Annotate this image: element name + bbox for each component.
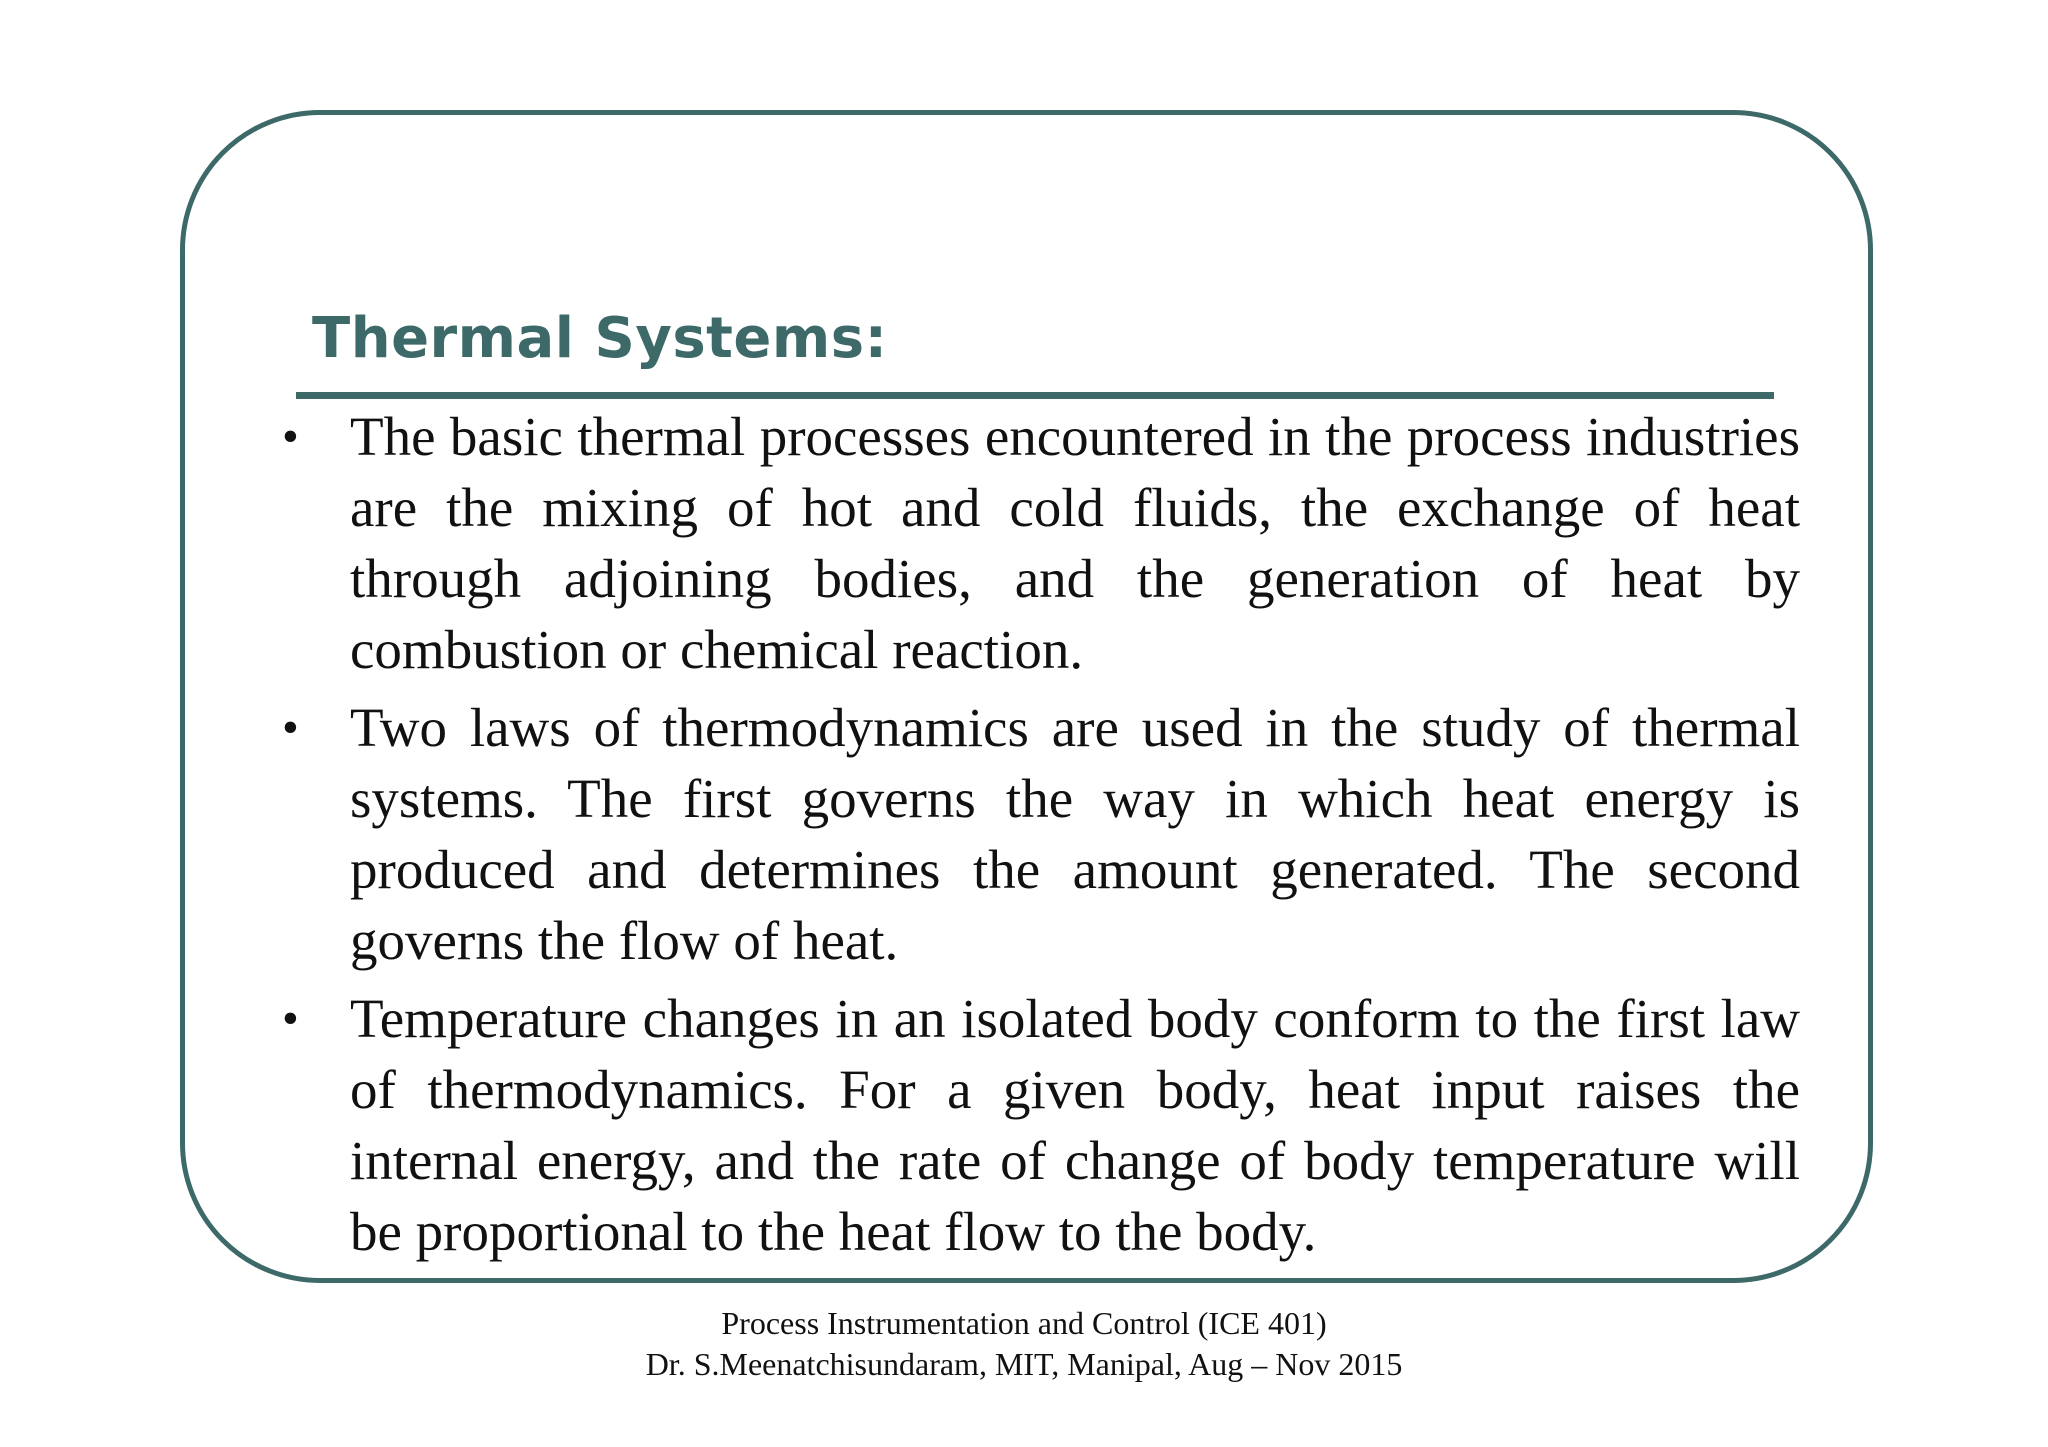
title-underline: [296, 392, 1774, 399]
bullet-item: [270, 983, 1800, 1267]
footer-author: Dr. S.Meenatchisundaram, MIT, Manipal, Aug – Nov 2015: [645, 1346, 1403, 1382]
bullet-dot-icon: •: [282, 701, 299, 754]
slide-title: Thermal Systems:: [312, 306, 888, 371]
bullet-item: [270, 401, 1800, 685]
bullet-list: [270, 401, 1800, 1274]
footer-course: Process Instrumentation and Control (ICE 401): [721, 1305, 1327, 1341]
bullet-dot-icon: •: [282, 992, 299, 1045]
bullet-text: The basic thermal processes encountered in the process industries are the mixing of hot and cold fluids, the exchange of heat through adjoining bodies, and the generation of heat by combustion or chemical reaction.: [350, 406, 1800, 680]
bullet-item: [270, 692, 1800, 976]
bullet-dot-icon: •: [282, 410, 299, 463]
bullet-text: Two laws of thermodynamics are used in the study of thermal systems. The first governs the way in which heat energy is produced and determines the amount generated. The second governs the flow of heat.: [350, 697, 1800, 971]
bullet-text: Temperature changes in an isolated body conform to the first law of thermodynamics. For a given body, heat input raises the internal energy, and the rate of change of body temperature will be proportional to the heat flow to the body.: [350, 988, 1800, 1262]
